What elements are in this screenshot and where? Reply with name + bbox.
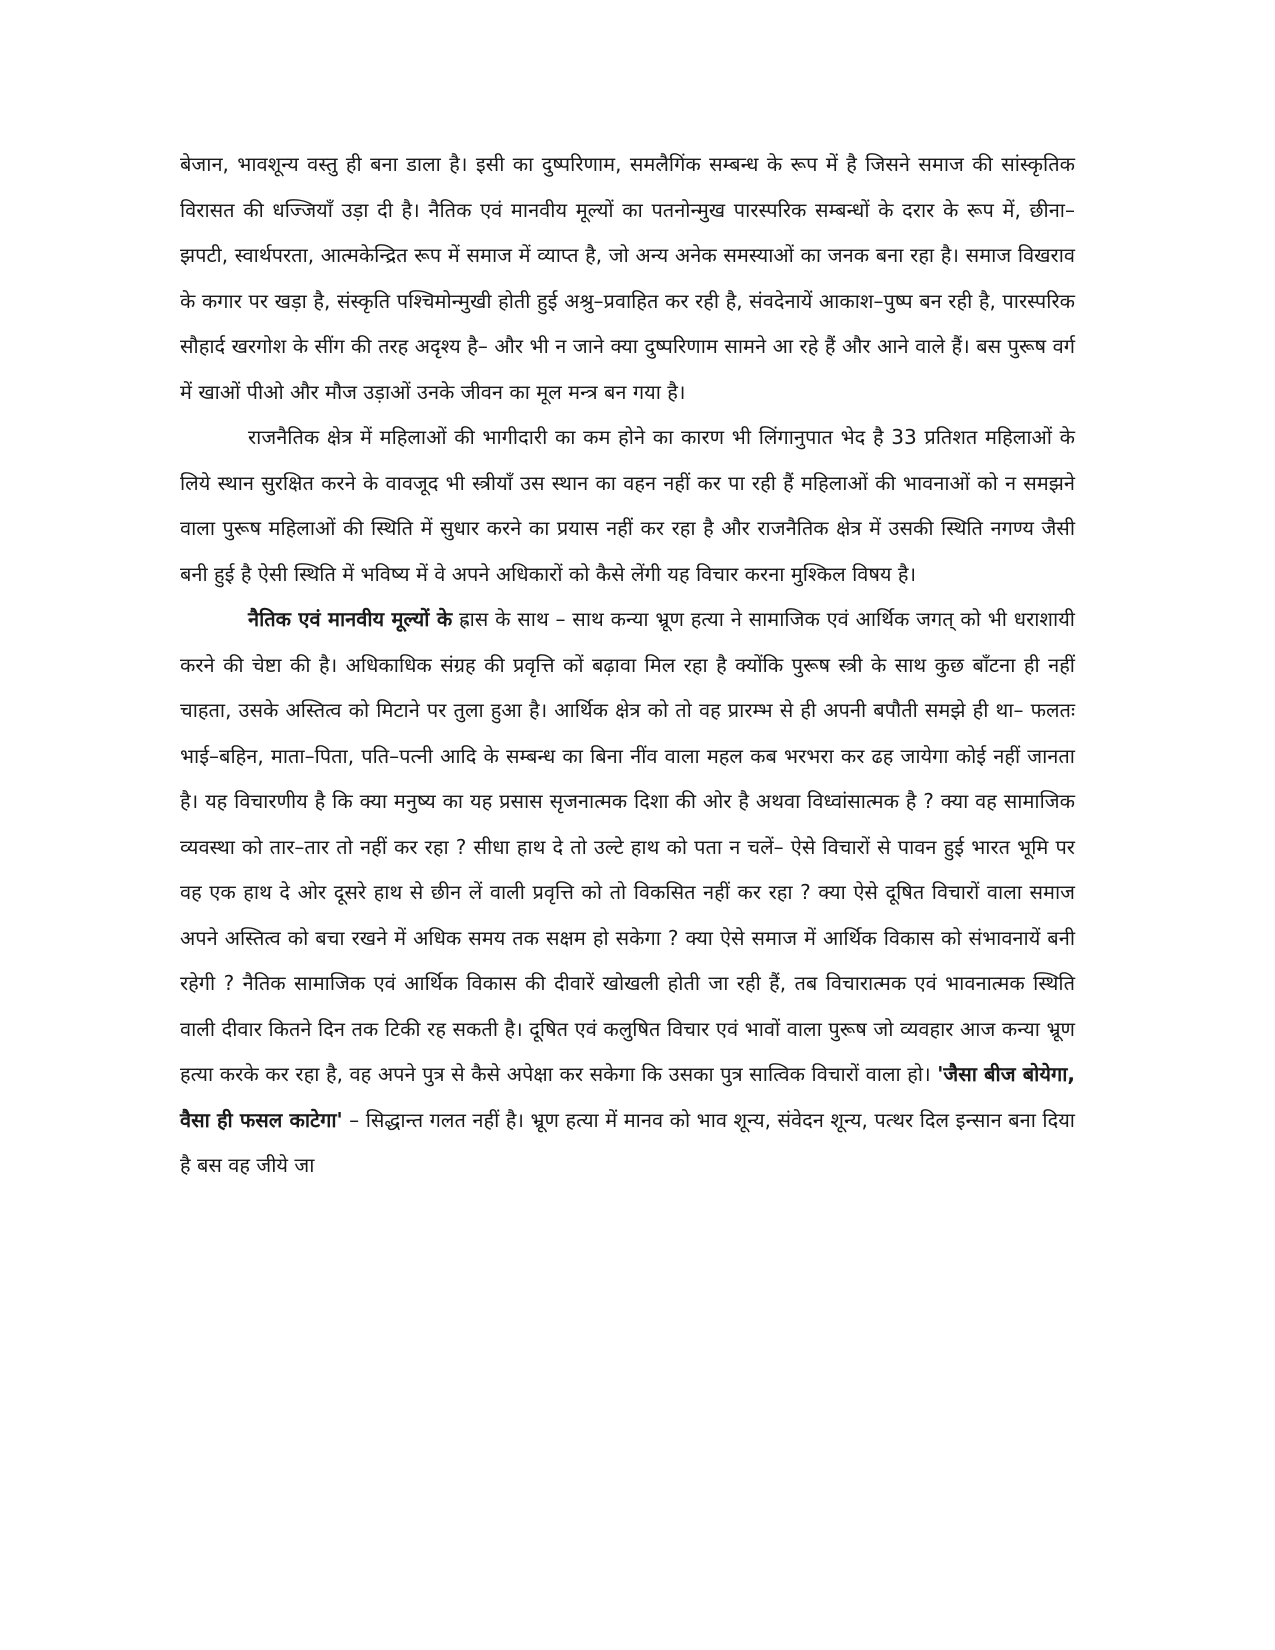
paragraph-3 <box>180 597 1075 1189</box>
bold-quote: 'जैसा बीज बोयेगा, वैसा ही फसल काटेगा' <box>180 1062 1075 1132</box>
paragraph-2: राजनैतिक क्षेत्र में महिलाओं की भागीदारी का कम होने का कारण भी लिंगानुपात भेद है 33 प्रतिशत महिलाओं के लिये स्थान सुरक्षित करने के वावजूद भी स्त्रीयाँ उस स्थान का वहन नहीं कर पा रही हैं महिलाओं की भावनाओं को न समझने वाला पुरूष महिलाओं की स्थिति में सुधार करने का प्रयास नहीं कर रहा है और राजनैतिक क्षेत्र में उसकी स्थिति नगण्य जैसी बनी हुई है ऐसी स्थिति में भविष्य में वे अपने अधिकारों को कैसे लेंगी यह विचार करना मुश्किल विषय है। <box>180 425 1075 586</box>
paragraph-1: बेजान, भावशून्य वस्तु ही बना डाला है। इसी का दुष्परिणाम, समलैगिंक सम्बन्ध के रूप में है जिसने समाज की सांस्कृतिक विरासत की धज्जियाँ उड़ा दी है। नैतिक एवं मानवीय मूल्यों का पतनोन्मुख पारस्परिक सम्बन्धों के दरार के रूप में, छीना–झपटी, स्वार्थपरता, आत्मकेन्द्रित रूप में समाज में व्याप्त है, जो अन्य अनेक समस्याओं का जनक बना रहा है। समाज विखराव के कगार पर खड़ा है, संस्कृति पश्चिमोन्मुखी होती हुई अश्रु–प्रवाहित कर रही है, संवदेनायें आकाश–पुष्प बन रही है, पारस्परिक सौहार्द खरगोश के सींग की तरह अदृश्य है– और भी न जाने क्या दुष्परिणाम सामने आ रहे हैं और आने वाले हैं। बस पुरूष वर्ग में खाओं पीओ और मौज उड़ाओं उनके जीवन का मूल मन्त्र बन गया है। <box>180 152 1075 404</box>
bold-lead-phrase: नैतिक एवं मानवीय मूल्यों के <box>248 607 453 631</box>
body-text <box>180 142 1075 1189</box>
paragraph-3-text-b: – सिद्धान्त गलत नहीं है। भ्रूण हत्या में मानव को भाव शून्य, संवेदन शून्य, पत्थर दिल इन्सान बना दिया है बस वह जीये जा <box>180 1107 1075 1177</box>
paragraph-3-text-a: ह्रास के साथ – साथ कन्या भ्रूण हत्या ने सामाजिक एवं आर्थिक जगत् को भी धराशायी करने की चेष्टा की है। अधिकाधिक संग्रह की प्रवृत्ति कों बढ़ावा मिल रहा है क्योंकि पुरूष स्त्री के साथ कुछ बाँटना ही नहीं चाहता, उसके अस्तित्व को मिटाने पर तुला हुआ है। आर्थिक क्षेत्र को तो वह प्रारम्भ से ही अपनी बपौती समझे ही था– फलतः भाई–बहिन, माता–पिता, पति–पत्नी आदि के सम्बन्ध का बिना नींव वाला महल कब भरभरा कर ढह जायेगा कोई नहीं जानता है। यह विचारणीय है कि क्या मनुष्य का यह प्रसास सृजनात्मक दिशा की ओर है अथवा विध्वांसात्मक है ? क्या वह सामाजिक व्यवस्था को तार–तार तो नहीं कर रहा ? सीधा हाथ दे तो उल्टे हाथ को पता न चलें– ऐसे विचारों से पावन हुई भारत भूमि पर वह एक हाथ दे ओर दूसरे हाथ से छीन लें वाली प्रवृत्ति को तो विकसित नहीं कर रहा ? क्या ऐसे दूषित विचारों वाला समाज अपने अस्तित्व को बचा रखने में अधिक समय तक सक्षम हो सकेगा ? क्या ऐसे समाज में आर्थिक विकास को संभावनायें बनी रहेगी ? नैतिक सामाजिक एवं आर्थिक विकास की दीवारें खोखली होती जा रही हैं, तब विचारात्मक एवं भावनात्मक स्थिति वाली दीवार कितने दिन तक टिकी रह सकती है। दूषित एवं कलुषित विचार एवं भावों वाला पुरूष जो व्यवहार आज कन्या भ्रूण हत्या करके कर रहा है, वह अपने पुत्र से कैसे अपेक्षा कर सकेगा कि उसका पुत्र सात्विक विचारों वाला हो। <box>180 607 1075 1086</box>
